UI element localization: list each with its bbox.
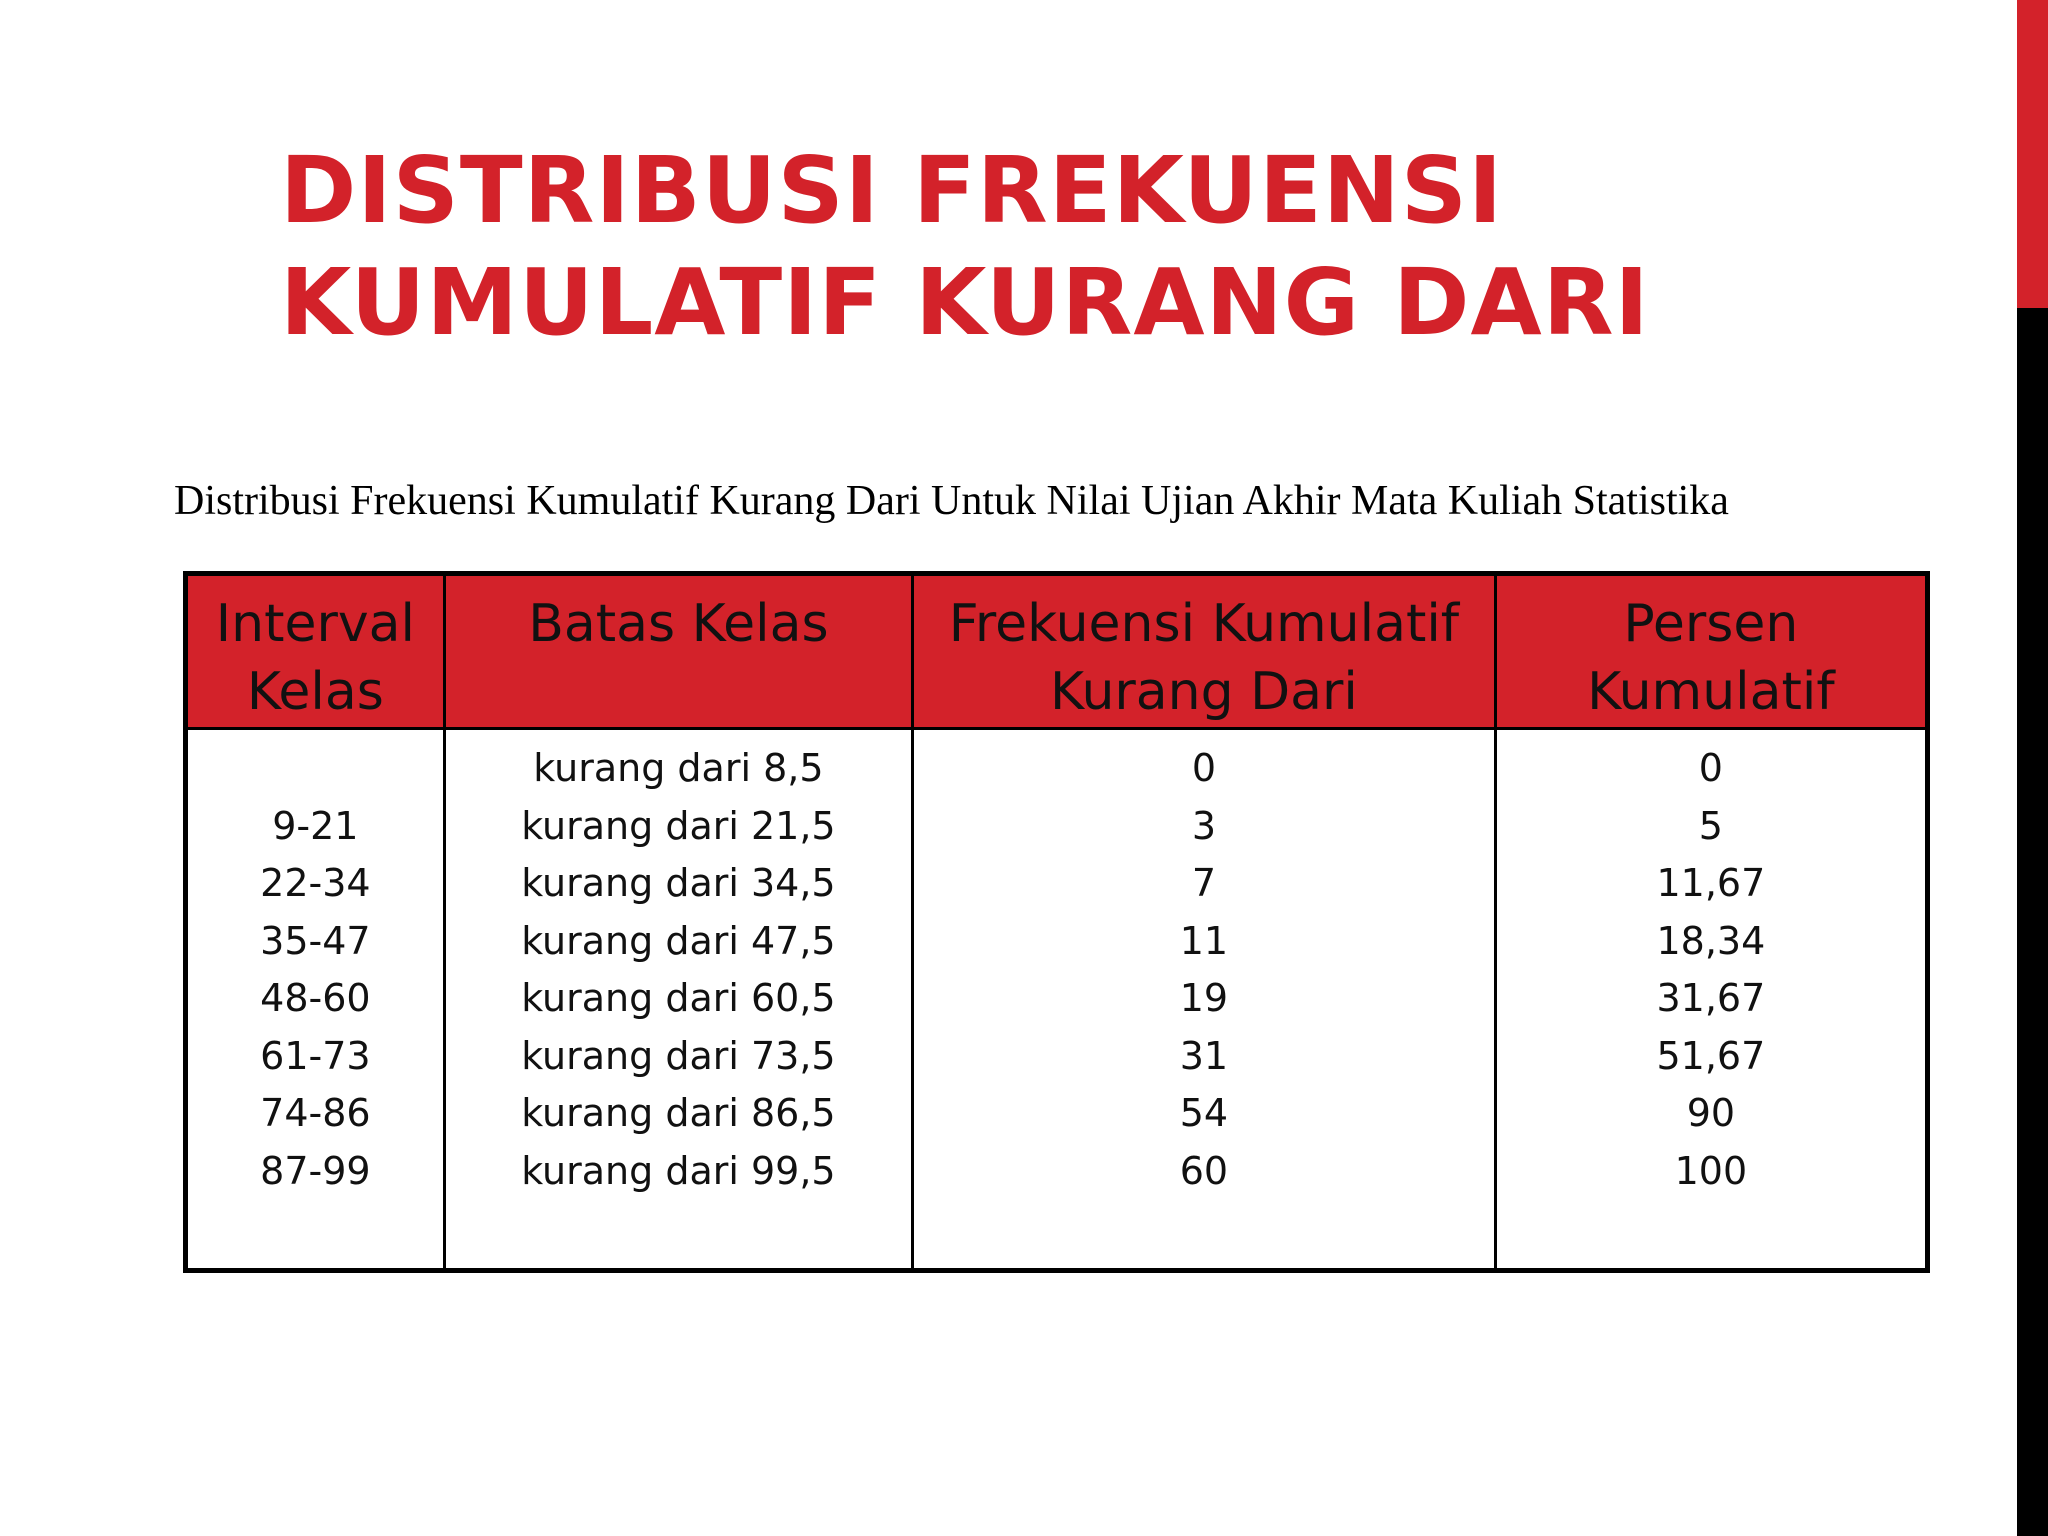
slide-title: [280, 135, 1980, 359]
header-batas-kelas: [444, 574, 912, 729]
header-text: Kurang Dari: [1049, 662, 1358, 722]
persen-cell: 90: [1686, 1091, 1736, 1135]
column-frekuensi-kumulatif: [913, 729, 1496, 1271]
header-frekuensi-kumulatif: [913, 574, 1496, 729]
header-text: Kumulatif: [1587, 662, 1835, 722]
interval-cell: 35-47: [260, 918, 371, 963]
persen-cell: 0: [1698, 746, 1723, 790]
batas-cell: kurang dari 8,5: [533, 746, 824, 790]
persen-cell: 18,34: [1656, 918, 1766, 963]
frequency-table: [183, 571, 1930, 1273]
interval-cell: 48-60: [260, 976, 371, 1020]
batas-cell: kurang dari 99,5: [521, 1148, 836, 1193]
interval-cell: 87-99: [260, 1148, 371, 1193]
frekuensi-cell: 54: [1179, 1091, 1229, 1135]
batas-cell: kurang dari 60,5: [521, 976, 836, 1020]
slide-title-line-2: KUMULATIF KURANG DARI: [280, 249, 1650, 356]
side-accent-bar-black: [2017, 308, 2048, 1536]
header-interval-kelas: [186, 574, 445, 729]
frekuensi-cell: 7: [1191, 861, 1216, 905]
interval-cell: [192, 740, 439, 798]
batas-cell: kurang dari 34,5: [521, 861, 836, 905]
column-batas-kelas: [444, 729, 912, 1271]
side-accent-bar-red: [2017, 0, 2048, 308]
persen-cell: 31,67: [1656, 976, 1766, 1020]
frekuensi-cell: 19: [1179, 976, 1229, 1020]
frekuensi-cell: 3: [1191, 803, 1216, 848]
batas-cell: kurang dari 47,5: [521, 918, 836, 963]
table-caption: Distribusi Frekuensi Kumulatif Kurang Dari Untuk Nilai Ujian Akhir Mata Kuliah Statistika: [174, 478, 1729, 524]
interval-cell: 9-21: [272, 803, 359, 848]
persen-cell: 11,67: [1656, 861, 1766, 905]
header-text: Interval: [215, 594, 415, 654]
slide-title-line-1: DISTRIBUSI FREKUENSI: [280, 137, 1504, 244]
interval-cell: 61-73: [260, 1033, 371, 1078]
frekuensi-cell: 31: [1179, 1033, 1229, 1078]
header-persen-kumulatif: [1495, 574, 1927, 729]
persen-cell: 51,67: [1656, 1033, 1766, 1078]
column-persen-kumulatif: [1495, 729, 1927, 1271]
batas-cell: kurang dari 86,5: [521, 1091, 836, 1135]
header-text: Frekuensi Kumulatif: [948, 594, 1460, 654]
header-text: Batas Kelas: [528, 594, 829, 654]
frekuensi-cell: 0: [1191, 746, 1216, 790]
batas-cell: kurang dari 73,5: [521, 1033, 836, 1078]
frekuensi-cell: 11: [1179, 918, 1229, 963]
header-text: Kelas: [246, 662, 384, 722]
table-header-row: [186, 574, 1928, 729]
persen-cell: 100: [1674, 1148, 1748, 1193]
frekuensi-cell: 60: [1179, 1148, 1229, 1193]
header-text: Persen: [1623, 594, 1799, 654]
batas-cell: kurang dari 21,5: [521, 803, 836, 848]
column-interval-kelas: [186, 729, 445, 1271]
table-body-row: [186, 729, 1928, 1271]
persen-cell: 5: [1698, 803, 1723, 848]
interval-cell: 74-86: [260, 1091, 371, 1135]
interval-cell: 22-34: [260, 861, 371, 905]
